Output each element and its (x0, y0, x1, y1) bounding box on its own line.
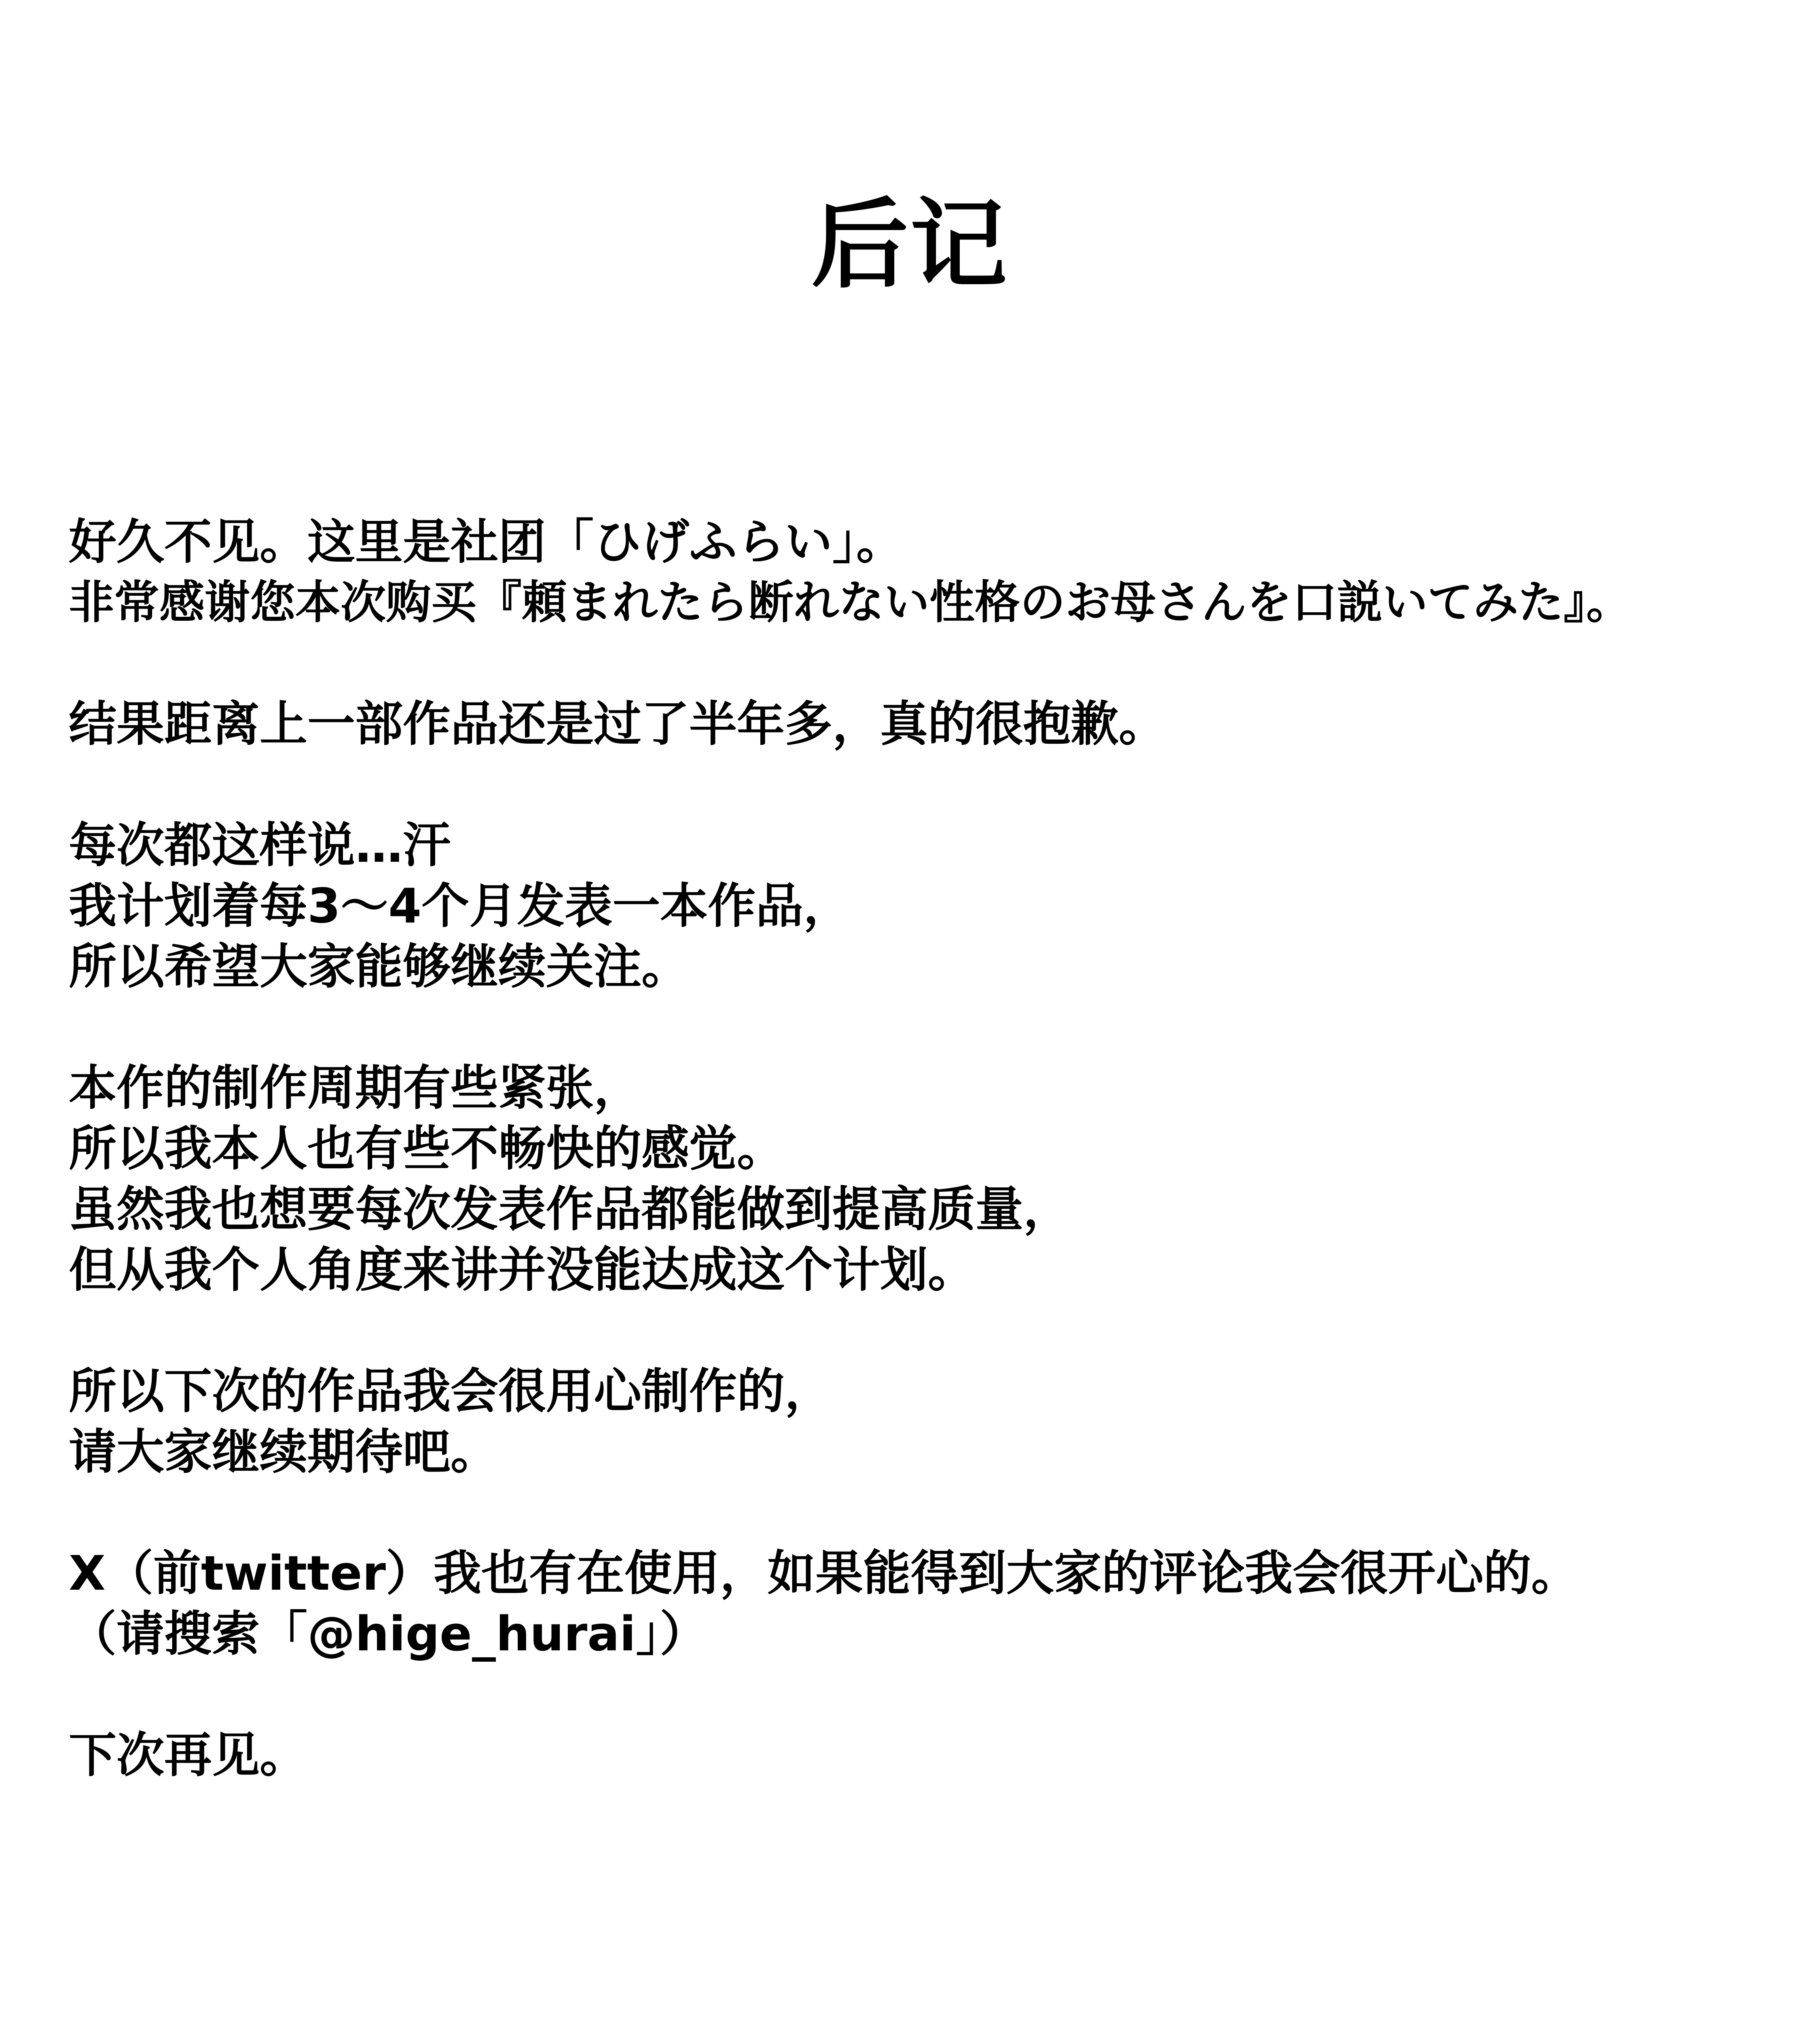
text-line: 下次再见。 (69, 1727, 308, 1783)
text-line: 好久不见。这里是社团「ひげふらい」。 (69, 514, 904, 570)
text-line: X（前twitter）我也有在使用，如果能得到大家的评论我会很开心的。 (69, 1545, 1579, 1601)
text-line: 所以希望大家能够继续关注。 (69, 939, 690, 994)
text-line: 所以我本人也有些不畅快的感觉。 (69, 1121, 785, 1176)
paragraph-production (69, 1058, 1808, 1300)
paragraph-schedule (69, 815, 1808, 997)
paragraph-apology (69, 694, 1808, 754)
paragraph-greeting (69, 512, 1808, 633)
paragraph-farewell (69, 1725, 1808, 1785)
text-line: （请搜索「@hige_hurai」） (69, 1606, 708, 1662)
text-line: 但从我个人角度来讲并没能达成这个计划。 (69, 1242, 976, 1298)
text-line: 非常感谢您本次购买『頼まれたら断れない性格のお母さんを口説いてみた』。 (69, 576, 1632, 629)
afterword-body (69, 512, 1808, 1846)
paragraph-social (69, 1543, 1808, 1664)
text-line: 我计划着每3～4个月发表一本作品， (69, 878, 851, 934)
text-line: 本作的制作周期有些紧张， (69, 1060, 642, 1116)
text-line: 结果距离上一部作品还是过了半年多，真的很抱歉。 (69, 696, 1167, 752)
text-line: 请大家继续期待吧。 (69, 1424, 499, 1480)
text-line: 每次都这样说…汗 (69, 817, 451, 873)
text-line: 虽然我也想要每次发表作品都能做到提高质量， (69, 1181, 1071, 1237)
page-title: 后记 (811, 188, 1009, 301)
text-line: 所以下次的作品我会很用心制作的， (69, 1363, 833, 1419)
paragraph-next-work (69, 1361, 1808, 1482)
